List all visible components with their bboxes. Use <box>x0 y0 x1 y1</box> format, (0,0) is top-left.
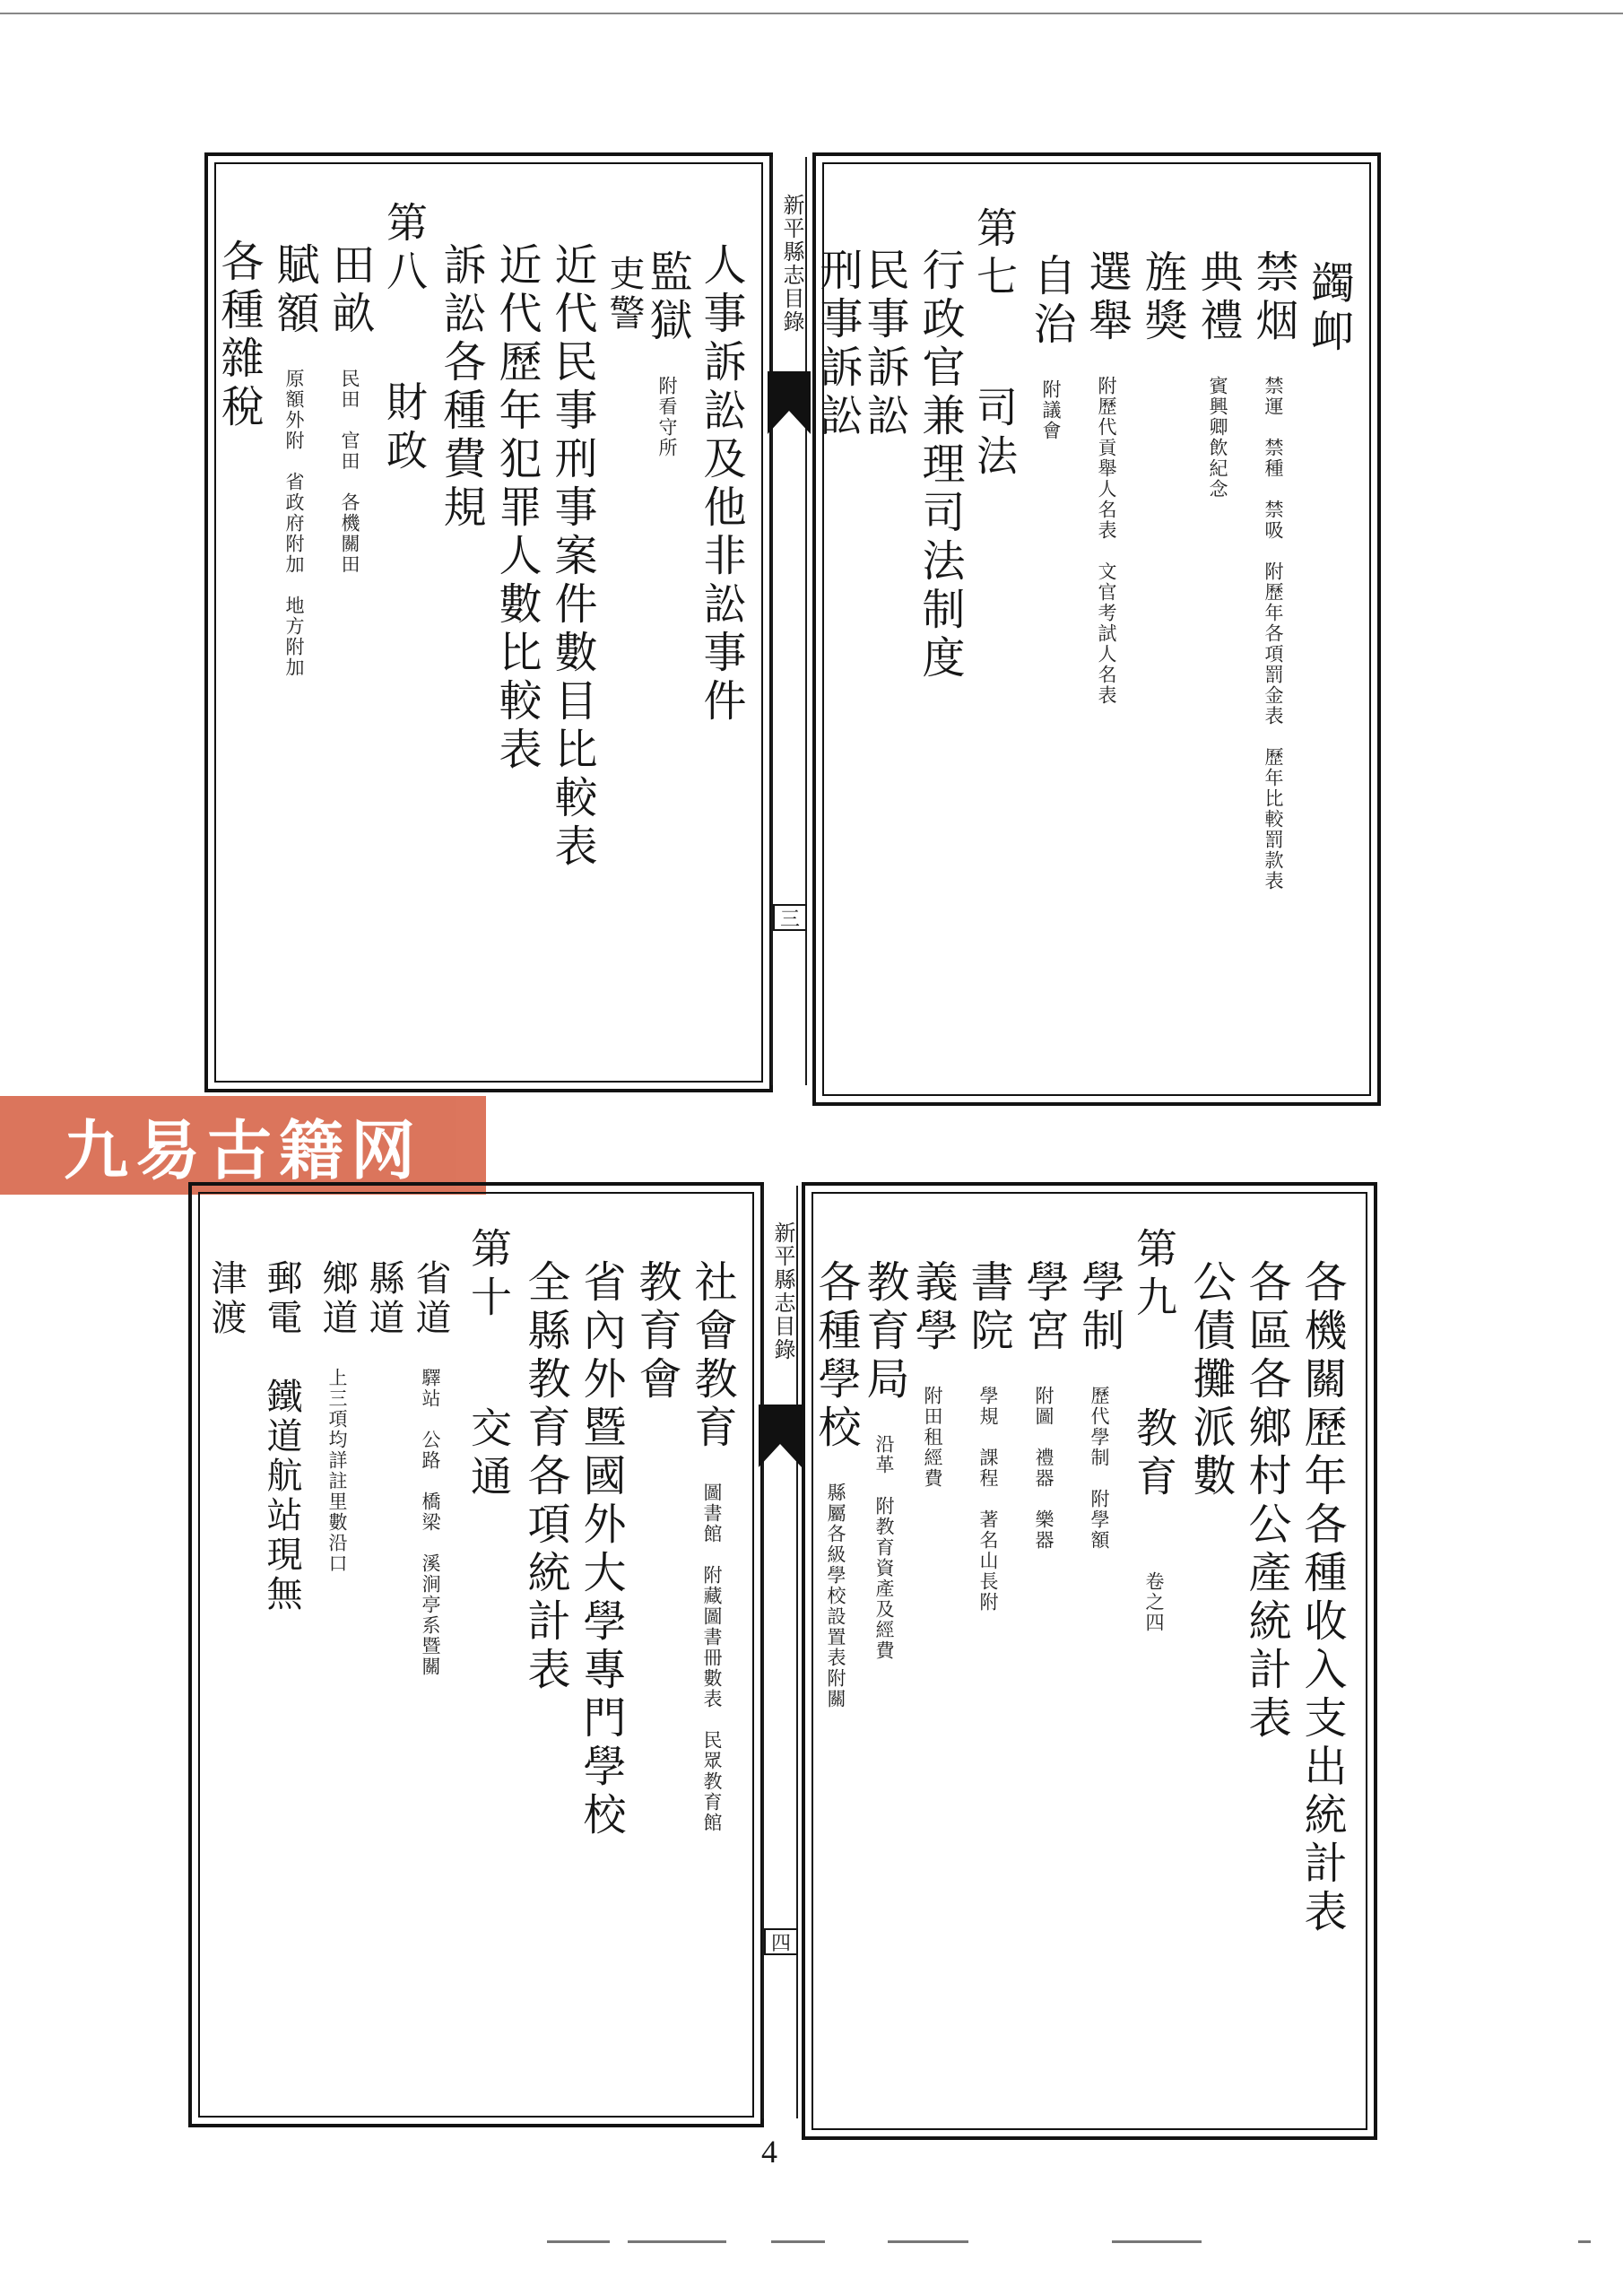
item-title: 人事訴訟及他非訟事件 <box>696 242 746 726</box>
upper-fishtail-mark <box>768 371 811 434</box>
scan-speck <box>771 2240 825 2243</box>
lower-right-col5 <box>1074 1259 1124 1551</box>
chapter-title: 司法 <box>970 386 1019 483</box>
item-title: 吏警 <box>603 255 645 334</box>
upper-right-col10 <box>812 248 863 441</box>
lower-left-col8 <box>317 1259 358 1574</box>
item-title: 鄉道 <box>317 1259 358 1338</box>
item-title: 禁烟 <box>1248 249 1298 346</box>
item-title: 監獄 <box>642 249 692 346</box>
chapter-title: 交通 <box>464 1406 513 1503</box>
item-title: 典禮 <box>1193 249 1243 346</box>
lower-right-col8 <box>907 1259 958 1489</box>
item-title: 自治 <box>1026 253 1076 350</box>
item-title: 各機關歷年各種收入支出統計表 <box>1297 1259 1347 1937</box>
upper-left-col8 <box>325 242 375 575</box>
item-title: 蠲卹 <box>1304 260 1354 357</box>
lower-left-col7 <box>363 1259 404 1338</box>
item-note: 歷代學制 附學額 <box>1089 1386 1110 1551</box>
lower-right-col10 <box>811 1259 861 1709</box>
lower-left-col5-chapter <box>464 1227 513 1503</box>
item-title: 書院 <box>963 1259 1013 1356</box>
item-note: 賓興卿飲紀念 <box>1207 376 1228 500</box>
upper-right-col4 <box>1137 249 1187 346</box>
item-title: 選舉 <box>1081 249 1132 346</box>
upper-fold-title: 新平縣志目錄 <box>779 194 804 334</box>
scan-speck <box>888 2240 968 2243</box>
item-note: 附歷代貢舉人名表 文官考試人名表 <box>1096 376 1117 706</box>
item-title: 學宮 <box>1019 1259 1069 1356</box>
volume-note: 卷之四 <box>1143 1571 1165 1633</box>
lower-fold-page-mark: 四 <box>764 1928 798 1955</box>
item-note: 上三項均詳註里數沿口 <box>326 1368 348 1574</box>
item-title: 省道 <box>410 1259 451 1338</box>
lower-left-col2 <box>631 1259 681 1405</box>
item-title: 各區各鄉村公產統計表 <box>1241 1259 1291 1744</box>
lower-fishtail-mark <box>759 1405 802 1467</box>
item-note: 附看守所 <box>656 376 678 458</box>
lower-left-col3 <box>576 1259 626 1840</box>
item-title: 賦額 <box>269 242 319 339</box>
item-title: 民事訴訟 <box>859 248 909 441</box>
lower-right-col2 <box>1241 1259 1291 1744</box>
lower-right-col9 <box>859 1259 909 1661</box>
item-title: 省內外暨國外大學專門學校 <box>576 1259 626 1840</box>
item-title: 旌獎 <box>1137 249 1187 346</box>
watermark-text: 九易古籍网 <box>63 1113 422 1188</box>
scan-speck <box>628 2240 726 2243</box>
upper-right-col9 <box>859 248 909 441</box>
item-title: 津渡 <box>205 1259 247 1338</box>
item-title: 近代歷年犯罪人數比較表 <box>491 242 542 775</box>
upper-left-col1 <box>696 242 746 726</box>
lower-left-col1 <box>687 1259 737 1833</box>
scan-speck <box>1578 2240 1591 2243</box>
item-note: 禁運 禁種 禁吸 附歷年各項罰金表 歷年比較罰款表 <box>1263 376 1284 891</box>
item-title: 公債攤派數 <box>1185 1259 1236 1501</box>
lower-right-col1 <box>1297 1259 1347 1937</box>
item-note: 附圖 禮器 樂器 <box>1033 1386 1055 1551</box>
lower-right-col3 <box>1185 1259 1236 1501</box>
item-title: 近代民事刑事案件數目比較表 <box>547 242 597 872</box>
lower-left-col6 <box>410 1259 451 1677</box>
page-number: 4 <box>761 2134 777 2170</box>
chapter-number: 第八 <box>380 201 429 298</box>
lower-left-col4 <box>520 1259 570 1695</box>
item-title: 義學 <box>907 1259 958 1356</box>
item-title: 縣道 <box>363 1259 404 1338</box>
lower-fold-title: 新平縣志目錄 <box>770 1222 795 1361</box>
watermark-banner <box>0 1096 486 1195</box>
chapter-number: 第九 <box>1130 1227 1178 1324</box>
upper-right-col5 <box>1081 249 1132 706</box>
item-title: 社會教育 <box>687 1259 737 1453</box>
upper-left-col7-chapter <box>380 201 429 477</box>
lower-right-col4-chapter <box>1130 1227 1178 1633</box>
item-note: 附田租經費 <box>922 1386 943 1489</box>
item-note: 沿革 附教育資產及經費 <box>873 1434 895 1661</box>
lower-left-col10 <box>205 1259 247 1338</box>
item-note: 驛站 公路 橋梁 溪涧亭系暨關 <box>420 1368 441 1677</box>
item-title: 教育會 <box>631 1259 681 1405</box>
item-title: 郵電 鐵道航站現無 <box>261 1259 302 1614</box>
upper-right-col2 <box>1248 249 1298 891</box>
item-title: 全縣教育各項統計表 <box>520 1259 570 1695</box>
lower-right-col6 <box>1019 1259 1069 1551</box>
upper-right-col8 <box>915 248 965 683</box>
lower-fold-line-left <box>762 1186 764 2118</box>
upper-left-col6 <box>436 242 486 533</box>
upper-right-col7-chapter <box>970 206 1019 483</box>
item-note: 附議會 <box>1040 379 1062 441</box>
upper-left-col5 <box>491 242 542 775</box>
lower-right-col7 <box>963 1259 1013 1613</box>
item-note: 學規 課程 著名山長附 <box>977 1386 999 1613</box>
scan-speck <box>547 2240 610 2243</box>
item-note: 民田 官田 各機關田 <box>339 369 360 575</box>
item-note: 縣屬各級學校設置表附關 <box>825 1483 846 1709</box>
item-title: 各種雜稅 <box>213 239 264 432</box>
item-title: 訴訟各種費規 <box>436 242 486 533</box>
item-note: 原額外附 省政府附加 地方附加 <box>283 369 305 678</box>
upper-right-col1 <box>1304 260 1354 357</box>
scan-speck <box>1112 2240 1202 2243</box>
item-title: 各種學校 <box>811 1259 861 1453</box>
item-title: 教育局 <box>859 1259 909 1405</box>
upper-left-col3 <box>603 255 645 334</box>
upper-fold-line-left <box>771 157 773 1085</box>
chapter-title: 財政 <box>380 380 429 477</box>
upper-right-col3 <box>1193 249 1243 500</box>
item-title: 學制 <box>1074 1259 1124 1356</box>
item-title: 刑事訴訟 <box>812 248 863 441</box>
lower-left-col9 <box>261 1259 302 1614</box>
top-rule <box>0 13 1623 14</box>
item-title: 行政官兼理司法制度 <box>915 248 965 683</box>
chapter-number: 第七 <box>970 206 1019 303</box>
chapter-number: 第十 <box>464 1227 513 1324</box>
upper-right-col6 <box>1026 253 1076 441</box>
item-title: 田畝 <box>325 242 375 339</box>
upper-fold-page-mark: 三 <box>773 904 807 931</box>
chapter-title: 教育 <box>1130 1406 1178 1503</box>
upper-left-col2 <box>642 249 692 458</box>
upper-left-col9 <box>269 242 319 678</box>
item-note: 圖書館 附藏圖書冊數表 民眾教育館 <box>701 1483 723 1833</box>
upper-left-col10 <box>213 239 264 432</box>
upper-left-col4 <box>547 242 597 872</box>
